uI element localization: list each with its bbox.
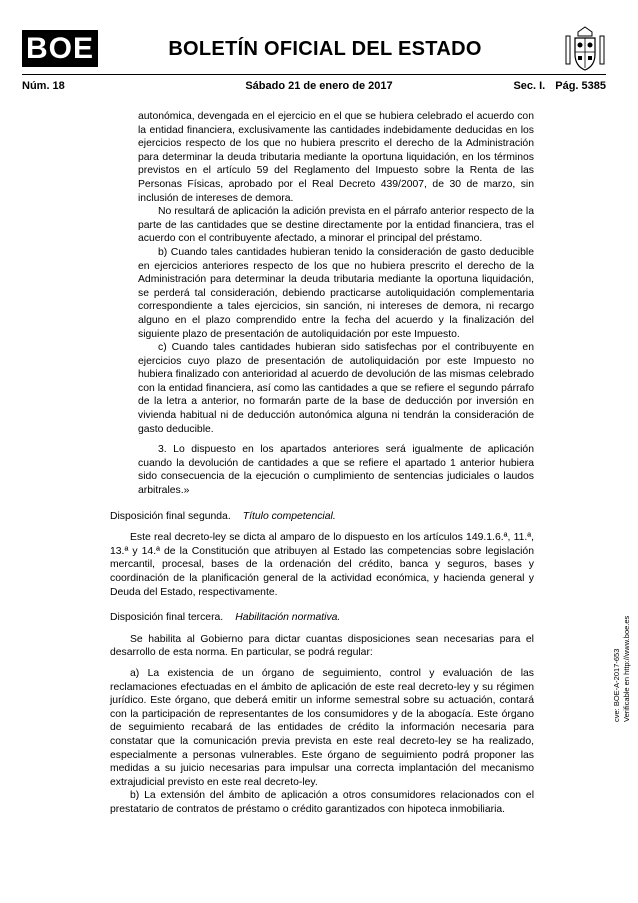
paragraph: b) Cuando tales cantidades hubieran tenido la consideración de gasto deducible en ejercicios anteriores respecto de los que no hubiera prescrito el derecho de la Administración para determinar la deuda tributaria mediante la oportuna liquidación, se perderá tal consideración, debiendo practicarse autoliquidación complementaria correspondiente a tales ejercicios, sin sanción, ni intereses de demora, ni recargo alguno en el plazo comprendido entre la fecha del acuerdo y la finalización del siguiente plazo de presentación de autoliquidación por este Impuesto. [138, 246, 534, 340]
issue-date: Sábado 21 de enero de 2017 [245, 80, 393, 92]
paragraph: Este real decreto-ley se dicta al amparo de lo dispuesto en los artículos 149.1.6.ª, 11.ª, 13.ª y 14.ª de la Constitución que atribuyen al Estado las competencias sobre legislación mercantil, procesal, bases de la ordenación del crédito, banca y seguros, bases y coordinación de la planificación general de la actividad económica, y hacienda general y Deuda del Estado, respectivamente. [110, 532, 534, 598]
heading-title: Título competencial. [242, 510, 336, 522]
paragraph: Se habilita al Gobierno para dictar cuantas disposiciones sean necesarias para el desarrollo de esta norma. En particular, se podrá regular: [110, 633, 534, 659]
paragraph: autonómica, devengada en el ejercicio en el que se hubiera celebrado el acuerdo con la entidad financiera, exclusivamente las cantidades indebidamente deducidas en los ejercicios respecto de los que no hubiera prescrito el derecho de la Administración para determinar la deuda tributaria mediante la oportuna liquidación, en los términos previstos en el artículo 59 del Reglamento del Impuesto sobre la Renta de las Personas Físicas, aprobado por el Real Decreto 439/2007, de 30 de marzo, sin inclusión de intereses de demora. [138, 111, 534, 204]
header-divider [22, 74, 606, 75]
page-number: Pág. 5385 [555, 80, 606, 92]
verification-note [612, 616, 632, 722]
document-body [110, 110, 534, 817]
section-heading [110, 510, 534, 524]
paragraph: No resultará de aplicación la adición prevista en el párrafo anterior respecto de la parte de las cantidades que se destine directamente por la entidad financiera, tras el acuerdo con el contribuyente afectado, a minorar el principal del préstamo. [138, 206, 534, 245]
section-label: Sec. I. [513, 80, 546, 92]
section-heading [110, 611, 534, 625]
verification-link[interactable]: Verificable en http://www.boe.es [622, 615, 631, 722]
heading-label: Disposición final segunda. [110, 510, 231, 522]
page-title: BOLETÍN OFICIAL DEL ESTADO [168, 38, 482, 60]
issue-number: Núm. 18 [22, 80, 65, 92]
paragraph: a) La existencia de un órgano de seguimiento, control y evaluación de las reclamaciones efectuadas en el ámbito de aplicación de este real decreto-ley y su régimen jurídico. Este órgano, que deberá emitir un informe semestral sobre su actuación, contará con la participación de representantes de los consumidores y de la abogacía. Este órgano de seguimiento recabará de las entidades de crédito la información necesaria para constatar que la comunicación previa prevista en este real decreto-ley se ha realizado, especialmente a personas vulnerables. Este órgano de seguimiento podrá proponer las medidas a su juicio necesarias para impulsar una correcta implantación del mecanismo extrajudicial previsto en este real decreto-ley. [110, 667, 534, 788]
coat-of-arms-icon [564, 26, 606, 72]
paragraph: b) La extensión del ámbito de aplicación a otros consumidores relacionados con el prestatario de contratos de préstamo o crédito garantizados con hipoteca inmobiliaria. [110, 790, 534, 815]
paragraph: c) Cuando tales cantidades hubieran sido satisfechas por el contribuyente en ejercicios cuyo plazo de presentación de autoliquidación por este Impuesto no hubiera finalizado con anterioridad al acuerdo de devolución de las mismas celebrado con la entidad financiera, así como las cantidades a que se refiere el segundo párrafo de la letra a anterior, no formarán parte de la base de deducción por inversión en vivienda habitual ni de deducción autonómica alguna ni tendrán la consideración de gasto deducible. [138, 342, 534, 435]
heading-title: Habilitación normativa. [235, 612, 341, 624]
section-page [503, 80, 606, 92]
paragraph: 3. Lo dispuesto en los apartados anteriores será igualmente de aplicación cuando la devolución de cantidades a que se refiere el apartado 1 anterior hubiera sido consecuencia de la ejecución o cumplimiento de sentencias judiciales o laudos arbitrales.» [138, 444, 534, 497]
boe-logo: BOE [22, 30, 98, 67]
cve-code: cve: BOE-A-2017-653 [612, 648, 621, 722]
heading-label: Disposición final tercera. [110, 612, 224, 624]
